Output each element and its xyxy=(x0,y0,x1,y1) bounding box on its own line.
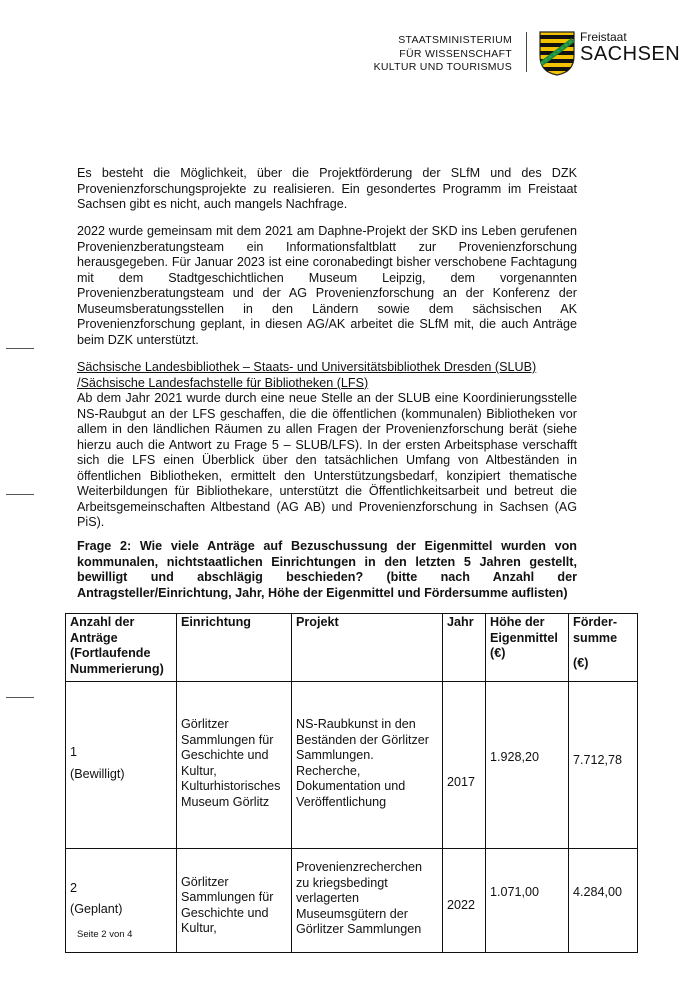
paragraph-slub-lfs: Ab dem Jahr 2021 wurde durch eine neue Stelle an der SLUB eine Koordinierungsstelle NS-Raubgut an der LFS geschaffen, die die öffentlichen (kommunalen) Bibliotheken vor allem in den ländlichen Räumen zu allen Fragen der Provenienzforschung berät (siehe hierzu auch die Antwort zu Frage 5 – SLUB/LFS). In der ersten Arbeitsphase verschafft sich die LFS einen Überblick über den tatsächlichen Umfang von Altbeständen in öffentlichen Bibliotheken, ermittelt den Unterstützungsbedarf, konzipiert thematische Weiterbildungen für Bibliothekare, unterstützt die Öffentlichkeitsarbeit und betreut die Arbeitsgemeinschaften Altbestand (AG AB) und Provenienzforschung in Sachsen (AG PiS). xyxy=(77,391,577,529)
ministry-line: STAATSMINISTERIUM xyxy=(398,34,512,46)
freistaat-label: Freistaat xyxy=(580,30,627,44)
header-divider xyxy=(526,32,527,72)
table-row xyxy=(66,682,638,849)
table-row xyxy=(66,849,638,953)
ministry-name xyxy=(374,34,512,75)
header-own-funds: Höhe der Eigenmittel (€) xyxy=(486,614,569,682)
row-number: 1 xyxy=(70,745,78,759)
cell-project: Provenienzrecherchen zu kriegsbedingt verlagerten Museumsgütern der Görlitzer Sammlungen xyxy=(292,849,443,953)
cell-project: NS-Raubkunst in den Beständen der Görlitzer Sammlungen. Recherche, Dokumentation und Veröffentlichung xyxy=(292,682,443,849)
header-institution: Einrichtung xyxy=(177,614,292,682)
ministry-line: FÜR WISSENSCHAFT xyxy=(399,47,512,60)
cell-own-funds: 1.071,00 xyxy=(486,849,569,953)
page-number: Seite 2 von 4 xyxy=(77,929,133,940)
table-header-row xyxy=(66,614,638,682)
header-funding-unit: (€) xyxy=(573,656,589,670)
cell-count xyxy=(66,682,177,849)
question-2: Frage 2: Wie viele Anträge auf Bezuschussung der Eigenmittel wurden von kommunalen, nichtstaatlichen Einrichtungen in den letzten 5 Jahren gestellt, bewilligt und abschlägig beschieden? (bitte nach Anzahl der Antragsteller/Einrichtung, Jahr, Höhe der Eigenmittel und Fördersumme auflisten) xyxy=(77,539,577,600)
section-heading-slub: Sächsische Landesbibliothek – Staats- und Universitätsbibliothek Dresden (SLUB) /Sächsische Landesfachstelle für Bibliotheken (LFS) xyxy=(77,360,537,390)
header-count: Anzahl der Anträge (Fortlaufende Nummerierung) xyxy=(66,614,177,682)
row-number: 2 xyxy=(70,880,78,895)
cell-year: 2017 xyxy=(443,682,486,849)
cell-funding: 7.712,78 xyxy=(569,682,638,849)
margin-fold-mark xyxy=(6,494,34,495)
margin-fold-mark xyxy=(6,348,34,349)
cell-funding: 4.284,00 xyxy=(569,849,638,953)
header-year: Jahr xyxy=(443,614,486,682)
letterhead xyxy=(0,30,700,80)
cell-institution: Görlitzer Sammlungen für Geschichte und Kultur, Kulturhistorisches Museum Görlitz xyxy=(177,682,292,849)
header-project: Projekt xyxy=(292,614,443,682)
ministry-line: KULTUR UND TOURISMUS xyxy=(373,61,512,73)
paragraph-provenance-team: 2022 wurde gemeinsam mit dem 2021 am Daphne-Projekt der SKD ins Leben gerufenen Provenienzberatungsteam ein Informationsfaltblatt zur Provenienzforschung herausgegeben. Für Januar 2023 ist eine coronabedingt bisher verschobene Fachtagung mit dem Stadtgeschichtlichen Museum Leipzig, dem vorgenannten Provenienzberatungsteam und der AG Provenienzforschung an der Konferenz der Museumsberatungsstellen in den Ländern sowie dem sächsischen AK Provenienzforschung geplant, in diesen AG/AK arbeitet die SLfM mit, die auch Anträge beim DZK unterstützt. xyxy=(77,224,577,347)
cell-year: 2022 xyxy=(443,849,486,953)
header-funding-label: Förder-summe xyxy=(573,615,618,645)
applications-table xyxy=(65,613,638,953)
saxony-coat-of-arms-icon xyxy=(538,30,576,76)
row-status: (Bewilligt) xyxy=(70,766,125,781)
sachsen-label: SACHSEN xyxy=(580,43,681,65)
paragraph-funding-options: Es besteht die Möglichkeit, über die Projektförderung der SLfM und des DZK Provenienzforschungsprojekte zu realisieren. Ein gesondertes Programm im Freistaat Sachsen gibt es nicht, auch mangels Nachfrage. xyxy=(77,166,577,211)
header-funding xyxy=(569,614,638,682)
margin-fold-mark xyxy=(6,697,34,698)
row-status: (Geplant) xyxy=(70,902,123,916)
cell-own-funds: 1.928,20 xyxy=(486,682,569,849)
cell-institution: Görlitzer Sammlungen für Geschichte und Kultur, xyxy=(177,849,292,953)
